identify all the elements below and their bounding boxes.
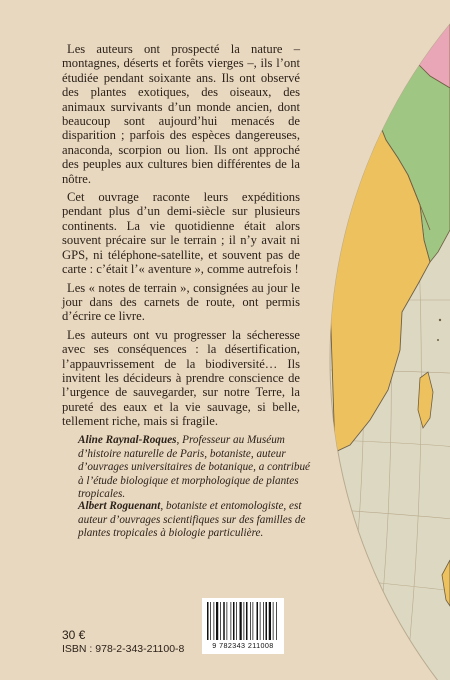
author-bio-2 [78, 500, 314, 541]
author-name-2: Albert Roguenant [78, 500, 161, 512]
barcode-bar [266, 602, 268, 640]
barcode-bar [231, 602, 232, 640]
barcode-bar [250, 602, 251, 640]
barcode-bar [244, 602, 245, 640]
description-text [62, 42, 300, 433]
paragraph-3: Les « notes de terrain », consignées au jour le jour dans des carnets de route, ont permis d’écrire ce livre. [62, 280, 300, 324]
barcode-bars [207, 602, 279, 642]
author-bio-text-1: , Professeur au Muséum d’histoire naturelle de Paris, botaniste, auteur d’ouvrages universitaires de botanique, a contribué à l’étude biologique et morphologique de plantes tropicales. [78, 434, 310, 501]
author-bio-1 [78, 434, 314, 502]
barcode-bar [233, 602, 235, 640]
author-name-1: Aline Raynal-Roques [78, 434, 177, 446]
barcode-bar [276, 602, 277, 640]
barcode-bar [263, 602, 264, 640]
barcode-bar [220, 602, 221, 640]
price-label: 30 € [62, 628, 86, 642]
barcode-bar [253, 602, 254, 640]
barcode-digits: 9 782343 211008 [212, 641, 274, 650]
barcode-bar [257, 602, 259, 640]
barcode-bar [236, 602, 237, 640]
author-bio-text-2: , botaniste et entomologiste, est auteur d’ouvrages scientifiques sur des familles de plantes tropicales à biologie particulière. [78, 500, 306, 540]
barcode-bar [216, 602, 218, 640]
barcode-bar [240, 602, 242, 640]
barcode-bar [207, 602, 209, 640]
barcode-bar [260, 602, 261, 640]
barcode-bar [223, 602, 225, 640]
paragraph-2: Cet ouvrage raconte leurs expéditions pendant plus d’un demi-siècle sur plusieurs continents. La vie quotidienne était alors souvent précaire sur le terrain ; il n’y avait ni GPS, ni téléphone-satellite, et souvent pas de carte : c’était l’« aventure », comme autrefois ! [62, 190, 300, 277]
paragraph-4: Les auteurs ont vu progresser la sécheresse avec ses conséquences : la désertification, l’appauvrissement de la biodiversité… Ils invitent les décideurs à prendre conscience de l’urgence de sauvegarder, sur notre Terre, la pureté des eaux et la vie sauvage, si belle, tellement riche, mais si fragile. [62, 327, 300, 429]
price-isbn-block [62, 628, 184, 656]
isbn-label: ISBN : 978-2-343-21100-8 [62, 643, 185, 655]
barcode-bar [246, 602, 248, 640]
barcode [202, 598, 284, 654]
barcode-bar [273, 602, 274, 640]
paragraph-1: Les auteurs ont prospecté la nature – montagnes, déserts et forêts vierges –, ils l’ont étudiée pendant soixante ans. Ils ont observé des plantes exotiques, des oiseaux, des animaux survivants d’un monde ancien, dont beaucoup sont aujourd’hui menacés de disparition ; parfois des espèces dangereuses, anaconda, scorpion ou lion. Ils ont approché des peuples aux cultures bien différentes de la nôtre. [62, 42, 300, 186]
barcode-bar [214, 602, 215, 640]
barcode-bar [227, 602, 228, 640]
barcode-bar [269, 602, 271, 640]
barcode-bar [210, 602, 211, 640]
